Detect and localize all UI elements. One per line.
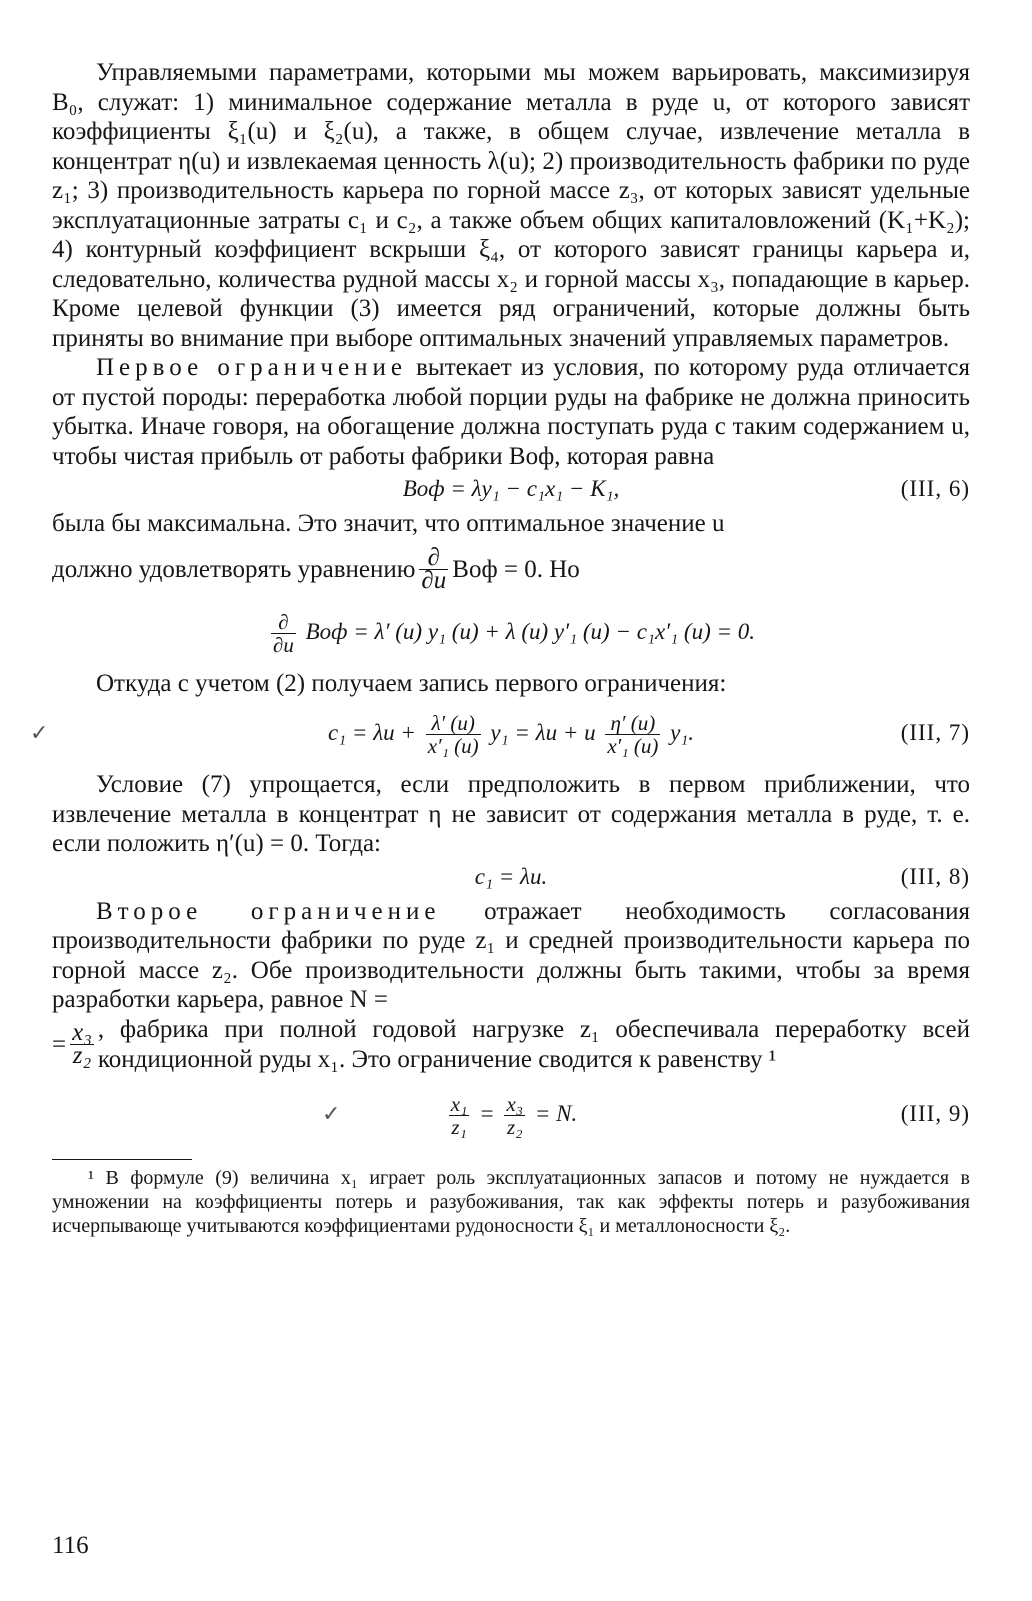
second-constraint-text: отражает необходимость согласования производительности фабрики по руде z₁ и средней производительности карьера по горной массе z₂. Обе производительности должны быть такими, чтобы за время разработки карьера, равное N = xyxy=(52,897,970,1013)
x3-numerator: x₃ xyxy=(72,1019,92,1046)
z2-denominator: z₂ xyxy=(72,1042,92,1069)
paragraph-controlled-parameters: Управляемыми параметрами, которыми мы можем варьировать, максимизируя B₀, служат: 1) минимальное содержание металла в руде u, от которого зависят коэффициенты ξ₁(u) и ξ₂(u), а также, в общем случае, извлечение металла в концентрат η(u) и извлекаемая ценность λ(u); 2) производительность фабрики по руде z₁; 3) производительность карьера по горной массе z₃, от которых зависят удельные эксплуатационные затраты c₁ и c₂, а также объем общих капиталовложений (K₁+K₂); 4) контурный коэффициент вскрыши ξ₄, от которого зависят границы карьера и, следовательно, количества рудной массы x₂ и горной массы x₃, попадающие в карьер. Кроме целевой функции (3) имеется ряд ограничений, которые должны быть приняты во внимание при выборе оптимальных значений управляемых параметров. xyxy=(52,59,970,352)
lambda-prime-fraction xyxy=(426,712,481,757)
paragraph-first-constraint xyxy=(52,353,970,471)
paragraph-second-constraint xyxy=(52,897,970,1015)
lambda-prime-denominator: x′₁ (u) xyxy=(427,734,479,759)
equation-iii-8 xyxy=(52,861,970,893)
equation-iii-7 xyxy=(30,704,970,762)
x3-over-z2-fraction-2 xyxy=(504,1093,525,1138)
equation-number-iii-6: (III, 6) xyxy=(900,476,970,501)
eta-prime-fraction xyxy=(605,712,660,757)
equation-iii-6-body: Bоф = λy₁ − c₁x₁ − K₁, xyxy=(402,476,620,501)
equation-iii-8-body: c₁ = λu. xyxy=(474,863,548,889)
equation-derivative xyxy=(52,603,970,661)
equation-iii-7-right: y₁. xyxy=(670,720,695,745)
second-constraint-heading: Второе ограничение xyxy=(96,897,441,925)
equation-derivative-body xyxy=(52,603,970,661)
equals-sign: = xyxy=(52,1030,67,1058)
eta-prime-denominator: x′₁ (u) xyxy=(607,734,659,759)
equation-iii-9-equals: = xyxy=(479,1100,495,1126)
equation-number-iii-8: (III, 8) xyxy=(900,863,970,889)
paragraph-condition-simplified: Условие (7) упрощается, если предположить в первом приближении, что извлечение металла в концентрат η не зависит от содержания металла в руде, т. е. если положить η′(u) = 0. Тогда: xyxy=(52,771,970,857)
partial-denominator-2: ∂u xyxy=(272,632,294,657)
z1-denominator: z₁ xyxy=(451,1114,467,1139)
z2-denominator-2: z₂ xyxy=(507,1114,523,1139)
equation-iii-9-body xyxy=(52,1085,970,1143)
partial-numerator-2: ∂ xyxy=(271,611,296,634)
equation-iii-6 xyxy=(52,473,970,505)
partial-derivative-fraction-2 xyxy=(271,611,296,656)
partial-denominator: ∂u xyxy=(421,567,447,594)
equation-iii-9-tail: = N. xyxy=(534,1100,578,1126)
lambda-prime-numerator: λ′ (u) xyxy=(426,712,481,735)
paragraph-first-constraint-record: Откуда с учетом (2) получаем запись первого ограничения: xyxy=(96,669,727,697)
check-mark-icon-2: ✓ xyxy=(322,1100,341,1126)
equation-number-iii-9: (III, 9) xyxy=(900,1100,970,1126)
equation-derivative-rhs: Bоф = λ′ (u) y₁ (u) + λ (u) y′₁ (u) − c₁x′₁ (u) = 0. xyxy=(305,618,756,644)
page-number: 116 xyxy=(52,1532,89,1559)
equation-iii-7-left: c₁ = λu + xyxy=(327,720,416,745)
second-constraint-tail: , фабрика при полной годовой нагрузке z₁ обеспечивала переработку всей кондиционной руды x₁. Это ограничение сводится к равенству ¹ xyxy=(97,1016,970,1073)
derivative-condition-line xyxy=(52,539,970,601)
derivative-condition-text: должно удовлетворять уравнению xyxy=(52,555,416,583)
x3-numerator-2: x₃ xyxy=(506,1091,524,1116)
first-constraint-heading: Первое ограничение xyxy=(96,354,407,381)
x1-over-z1-fraction xyxy=(449,1093,470,1138)
second-constraint-fraction-line xyxy=(52,1015,970,1075)
equation-iii-7-body xyxy=(52,704,970,762)
check-mark-icon: ✓ xyxy=(30,720,49,745)
footnote-divider xyxy=(52,1159,192,1160)
x3-over-z2-fraction xyxy=(70,1019,94,1069)
equation-iii-9 xyxy=(52,1085,970,1143)
footnote-text: ¹ В формуле (9) величина x₁ играет роль эксплуатационных запасов и потому не нуждается в умножении на коэффициенты потерь и разубоживания, так как эффекты потерь и разубоживания исчерпывающе учитываются коэффициентами рудоносности ξ₁ и металлоносности ξ₂. xyxy=(52,1166,970,1237)
partial-numerator: ∂ xyxy=(419,547,448,570)
paragraph-maximal: была бы максимальна. Это значит, что оптимальное значение u xyxy=(52,510,725,537)
page-body xyxy=(30,58,970,1238)
eta-prime-numerator: η′ (u) xyxy=(605,712,660,735)
first-constraint-text: вытекает из условия, по которому руда отличается от пустой породы: переработка любой порции руды на фабрике не должна приносить убытка. Иначе говоря, на обогащение должна поступать руда с таким содержанием u, чтобы чистая прибыль от работы фабрики Bоф, которая равна xyxy=(52,354,970,470)
partial-derivative-fraction xyxy=(419,544,448,594)
equation-number-iii-7: (III, 7) xyxy=(900,720,970,745)
derivative-condition-tail: Bоф = 0. Но xyxy=(452,555,580,583)
equation-iii-7-mid: y₁ = λu + u xyxy=(490,720,596,745)
x1-numerator: x₁ xyxy=(450,1091,468,1116)
